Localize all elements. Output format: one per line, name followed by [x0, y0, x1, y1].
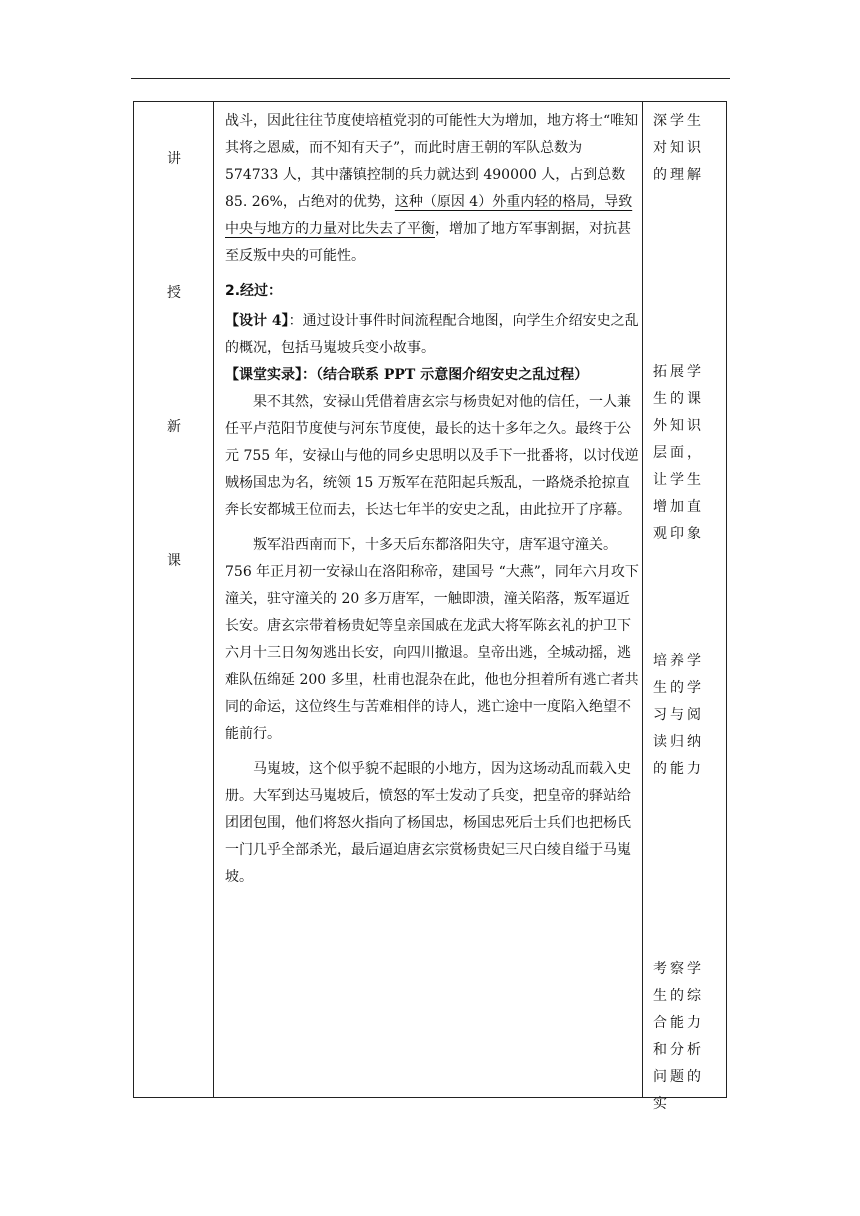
column-divider-right	[642, 102, 643, 1097]
intent-note: 拓展学生的课外知识层面，让学生增加直观印象	[653, 364, 704, 542]
intent-note: 考察学生的综合能力和分析问题的实	[653, 961, 704, 1112]
intent-note: 培养学生的学习与阅读归纳的能力	[653, 653, 704, 777]
stage-column	[134, 102, 214, 1097]
stage-char: 授	[167, 285, 181, 301]
paragraph-mawei: 马嵬坡，这个似乎貌不起眼的小地方，因为这场动乱而载入史册。大军到达马嵬坡后，愤怒的军士发动了兵变，把皇帝的驿站给团团包围，他们将怒火指向了杨国忠，杨国忠死后士兵们也把杨氏一门几乎全部杀光，最后逼迫唐玄宗赏杨贵妃三尺白绫自缢于马嵬坡。	[225, 761, 631, 885]
section-heading: 2.经过：	[225, 283, 283, 299]
stage-char: 讲	[167, 151, 181, 167]
paragraph-advance: 叛军沿西南而下，十多天后东都洛阳失守，唐军退守潼关。756 年正月初一安禄山在洛阳称帝，建国号 “大燕”，同年六月攻下潼关，驻守潼关的 20 多万唐军，一触即溃，潼关陷落，叛军逼近长安。唐玄宗带着杨贵妃等皇亲国戚在龙武大将军陈玄礼的护卫下六月十三日匆匆逃出长安，向四川撤退。皇帝出逃，全城动摇，逃难队伍绵延 200 多里，杜甫也混杂在此，他也分担着所有逃亡者共同的命运，这位终生与苦难相伴的诗人，逃亡途中一度陷入绝望不能前行。	[225, 537, 639, 742]
design-note: 【设计 4】：通过设计事件时间流程配合地图，向学生介绍安史之乱的概况，包括马嵬坡兵变小故事。	[225, 313, 639, 356]
underlined-text: 这种（原因 4）外重内轻的格局，导致中央与地方的力量对比失去了平衡	[225, 194, 633, 237]
paragraph-cause: 战斗，因此往往节度使培植党羽的可能性大为增加，地方将士“唯知其将之恩威，而不知有天子”，而此时唐王朝的军队总数为 574733 人，其中藩镇控制的兵力就达到 490000 人，占到总数 85. 26%，占绝对的优势，这种（原因 4）外重内轻的格局，导致中央与地方的力量对比失去了平衡，增加了地方军事割据，对抗甚至反叛中央的可能性。	[225, 113, 639, 264]
stage-char: 新	[167, 419, 181, 435]
classroom-record: 【课堂实录】：（结合联系 PPT 示意图介绍安史之乱过程）	[225, 367, 589, 383]
design-label: 【设计 4】	[225, 313, 289, 329]
paragraph-outbreak: 果不其然，安禄山凭借着唐玄宗与杨贵妃对他的信任，一人兼任平卢范阳节度使与河东节度使，最长的达十多年之久。最终于公元 755 年，安禄山与他的同乡史思明以及手下一批番将，以讨伐逆贼杨国忠为名，统领 15 万叛军在范阳起兵叛乱，一路烧杀抢掠直奔长安都城王位而去，长达七年半的安史之乱，由此拉开了序幕。	[225, 394, 639, 518]
intent-note: 深学生对知识的理解	[653, 113, 704, 183]
teaching-content	[225, 108, 639, 891]
lesson-table	[133, 101, 727, 1112]
header-rule	[131, 78, 730, 79]
stage-char: 课	[167, 553, 181, 569]
record-label: 【课堂实录】	[225, 367, 302, 383]
